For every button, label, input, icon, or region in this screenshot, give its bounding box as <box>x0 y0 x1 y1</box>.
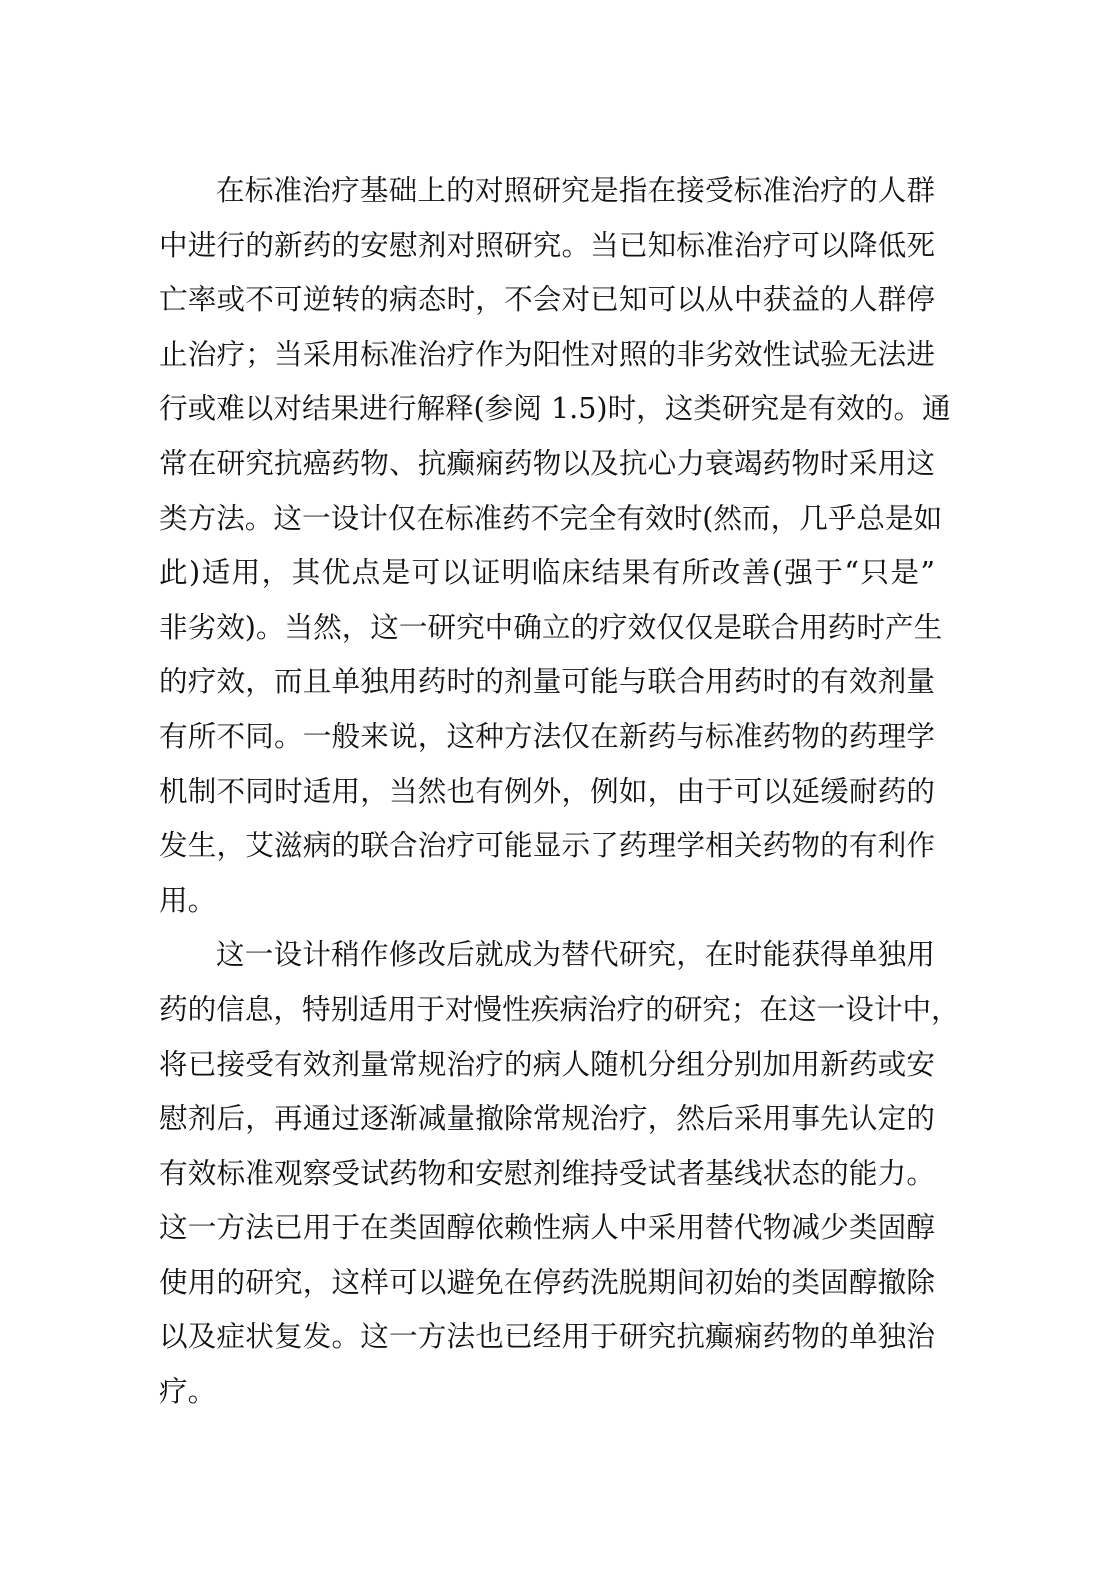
text-line: 药的信息，特别适用于对慢性疾病治疗的研究；在这一设计中， <box>159 991 960 1026</box>
text-line: 发生，艾滋病的联合治疗可能显示了药理学相关药物的有利作 <box>159 828 935 863</box>
text-line: 使用的研究，这样可以避免在停药洗脱期间初始的类固醇撤除 <box>159 1264 935 1299</box>
text-line: 中进行的新药的安慰剂对照研究。当已知标准治疗可以降低死 <box>159 227 935 262</box>
paragraph-2 <box>159 927 960 1418</box>
text-line: 疗。 <box>159 1374 217 1409</box>
text-line: 非劣效)。当然，这一研究中确立的疗效仅仅是联合用药时产生 <box>159 609 943 644</box>
text-line: 这一方法已用于在类固醇依赖性病人中采用替代物减少类固醇 <box>159 1210 935 1245</box>
text-line: 亡率或不可逆转的病态时，不会对已知可以从中获益的人群停 <box>159 282 935 317</box>
text-line: 类方法。这一设计仅在标准药不完全有效时(然而，几乎总是如 <box>159 500 943 535</box>
text-line: 有所不同。一般来说，这种方法仅在新药与标准药物的药理学 <box>159 718 935 753</box>
text-line: 慰剂后，再通过逐渐减量撤除常规治疗，然后采用事先认定的 <box>159 1101 935 1136</box>
text-line: 的疗效，而且单独用药时的剂量可能与联合用药时的有效剂量 <box>159 664 935 699</box>
text-line: 将已接受有效剂量常规治疗的病人随机分组分别加用新药或安 <box>159 1046 935 1081</box>
body-text <box>159 163 960 1419</box>
text-line: 以及症状复发。这一方法也已经用于研究抗癫痫药物的单独治 <box>159 1319 935 1354</box>
text-line: 常在研究抗癌药物、抗癫痫药物以及抗心力衰竭药物时采用这 <box>159 445 935 480</box>
text-line: 机制不同时适用，当然也有例外，例如，由于可以延缓耐药的 <box>159 773 935 808</box>
text-line: 用。 <box>159 882 217 917</box>
text-line: 行或难以对结果进行解释(参阅 1.5)时，这类研究是有效的。通 <box>159 391 951 426</box>
text-line: 在标准治疗基础上的对照研究是指在接受标准治疗的人群 <box>216 173 935 207</box>
text-line: 止治疗；当采用标准治疗作为阳性对照的非劣效性试验无法进 <box>159 336 935 371</box>
text-line: 此)适用，其优点是可以证明临床结果有所改善(强于“只是” <box>159 555 935 590</box>
text-line: 这一设计稍作修改后就成为替代研究，在时能获得单独用 <box>216 937 935 972</box>
paragraph-1 <box>159 163 951 927</box>
text-line: 有效标准观察受试药物和安慰剂维持受试者基线状态的能力。 <box>159 1155 935 1190</box>
